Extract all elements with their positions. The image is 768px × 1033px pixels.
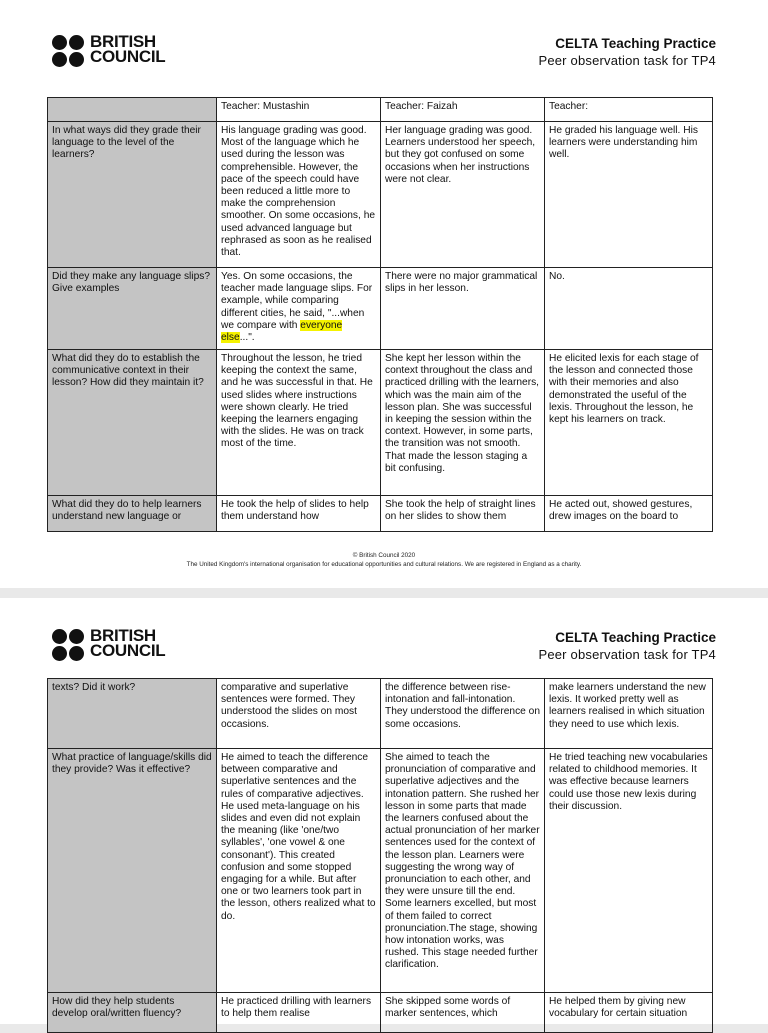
question-cell: In what ways did they grade their language to the level of the learners? [48, 122, 217, 268]
answer-cell: the difference between rise-intonation and fall-intonation. They understood the difference on some occasions. [381, 679, 545, 749]
answer-cell: He tried teaching new vocabularies related to childhood memories. It was effective because learners could use those new lexis during their discussion. [545, 749, 713, 993]
answer-cell: He graded his language well. His learners were understanding him well. [545, 122, 713, 268]
answer-cell [217, 268, 381, 350]
question-cell: How did they help students develop oral/written fluency? [48, 993, 217, 1033]
answer-cell: comparative and superlative sentences were formed. They understood the slides on most occasions. [217, 679, 381, 749]
table-row [48, 122, 713, 268]
header-cell-teacher-1: Teacher: Mustashin [217, 98, 381, 122]
answer-cell: He acted out, showed gestures, drew images on the board to [545, 496, 713, 532]
answer-cell: There were no major grammatical slips in her lesson. [381, 268, 545, 350]
observation-table [47, 97, 713, 532]
logo-dots-icon [52, 629, 84, 661]
answer-cell: She skipped some words of marker sentences, which [381, 993, 545, 1033]
header-cell-teacher-3: Teacher: [545, 98, 713, 122]
question-cell: Did they make any language slips? Give examples [48, 268, 217, 350]
page-header [538, 629, 716, 663]
answer-cell: His language grading was good. Most of the language which he used during the lesson was comprehensible. However, the pace of the speech could have been reduced a little more to make the comprehension smoother. On some occasions, he used advanced language but rephrased as soon as he realised that. [217, 122, 381, 268]
answer-cell: He practiced drilling with learners to help them realise [217, 993, 381, 1033]
answer-cell: No. [545, 268, 713, 350]
answer-cell: He took the help of slides to help them understand how [217, 496, 381, 532]
table-row [48, 350, 713, 496]
page-title: CELTA Teaching Practice [555, 36, 716, 51]
question-cell: What did they do to establish the communicative context in their lesson? How did they maintain it? [48, 350, 217, 496]
question-cell: texts? Did it work? [48, 679, 217, 749]
table-row [48, 679, 713, 749]
question-cell: What did they do to help learners understand new language or [48, 496, 217, 532]
highlighted-text: everyone else [221, 319, 343, 344]
footer-charity-note: The United Kingdom's international organisation for educational opportunities and cultural relations. We are registered in England as a charity. [186, 561, 582, 568]
page-subtitle: Peer observation task for TP4 [538, 647, 716, 662]
table-row [48, 749, 713, 993]
answer-cell: She aimed to teach the pronunciation of comparative and superlative adjectives and the intonation pattern. She rushed her lesson in some parts that made the learners confused about the actual pronunciation of her marker sentences used for the context of the lesson plan. Learners were suggesting the wrong way of pronunciation to each other, and they were unsure till the end. Some learners excelled, but most of them failed to correct pronunciation.The stage, showing how intonation works, was rushed. This stage needed further clarification. [381, 749, 545, 993]
header-cell-empty [48, 98, 217, 122]
british-council-logo [52, 628, 165, 661]
logo-line-1: BRITISH [90, 32, 156, 51]
british-council-logo [52, 34, 165, 67]
logo-dots-icon [52, 35, 84, 67]
footer-copyright: © British Council 2020 [352, 552, 416, 559]
answer-cell: He aimed to teach the difference between comparative and superlative sentences and the rules of comparative adjectives. He used meta-language on his slides and even did not explain the meaning (like 'one/two syllables', 'one vowel & one consonant'). This created confusion and some stopped engaging for a while. But after one or two learners took part in the lesson, others realized what to do. [217, 749, 381, 993]
answer-cell: Her language grading was good. Learners understood her speech, but they got confused on some occasions when her instructions were not clear. [381, 122, 545, 268]
answer-cell: make learners understand the new lexis. It worked pretty well as learners realised in which situation they need to use which lexis. [545, 679, 713, 749]
logo-line-1: BRITISH [90, 626, 156, 645]
answer-cell: He helped them by giving new vocabulary for certain situation [545, 993, 713, 1033]
page-title: CELTA Teaching Practice [555, 630, 716, 645]
answer-cell: Throughout the lesson, he tried keeping the context the same, and he was successful in that. He used slides where instructions were shown clearly. He tried keeping the learners engaging with the slides. He was on track most of the time. [217, 350, 381, 496]
table-header-row [48, 98, 713, 122]
answer-text: ...". [239, 332, 255, 344]
logo-line-2: COUNCIL [90, 641, 166, 660]
answer-cell: She took the help of straight lines on her slides to show them [381, 496, 545, 532]
answer-cell: He elicited lexis for each stage of the lesson and connected those with their memories and also demonstrated the useful of the lexis. Throughout the lesson, he kept his learners on track. [545, 350, 713, 496]
header-cell-teacher-2: Teacher: Faizah [381, 98, 545, 122]
logo-line-2: COUNCIL [90, 47, 166, 66]
answer-text: Yes. On some occasions, the teacher made language slips. For example, while comparing different cities, he said, "...when we compare with [221, 271, 373, 331]
observation-table-continued [47, 678, 713, 1033]
question-cell: What practice of language/skills did they provide? Was it effective? [48, 749, 217, 993]
page-header [538, 35, 716, 69]
answer-cell: She kept her lesson within the context throughout the class and practiced drilling with the learners, which was the main aim of the lesson plan. She was successful in keeping the session within the context. However, in some parts, the transition was not smooth. That made the lesson staging a bit confusing. [381, 350, 545, 496]
table-row [48, 496, 713, 532]
table-row [48, 993, 713, 1033]
table-row [48, 268, 713, 350]
page-footer [0, 551, 768, 569]
page-subtitle: Peer observation task for TP4 [538, 53, 716, 68]
